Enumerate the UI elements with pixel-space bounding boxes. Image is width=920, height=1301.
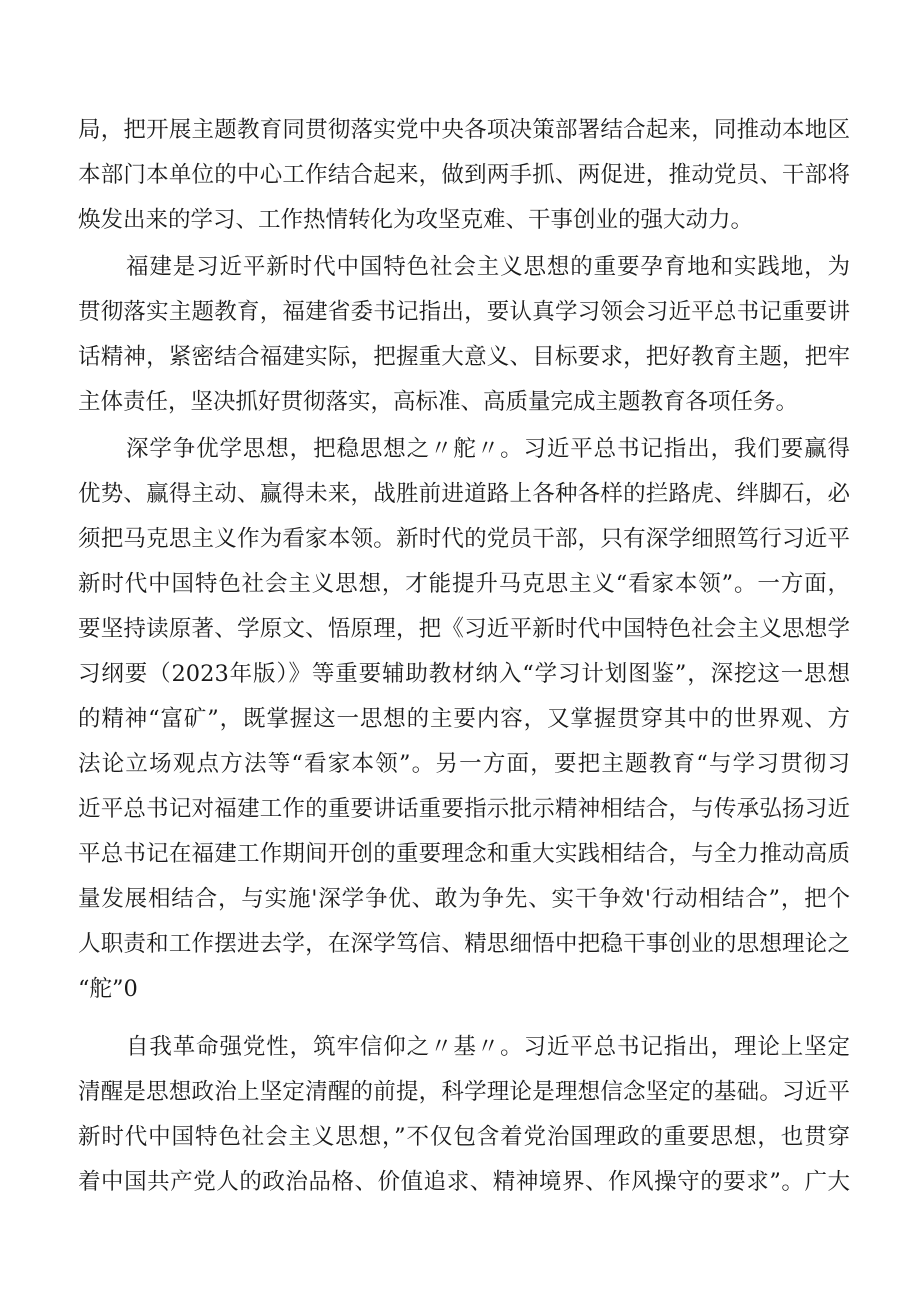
- text-line: 法论立场观点方法等“看家本领”。另一方面，要把主题教育“与学习贯彻习: [78, 751, 850, 777]
- text-line: 自我革命强党性，筑牢信仰之〃基〃。习近平总书记指出，理论上坚定: [126, 1034, 850, 1060]
- text-line: 人职责和工作摆进去学，在深学笃信、精思细悟中把稳干事创业的思想理论之: [78, 931, 850, 957]
- text-line: 习纲要（2023年版）》等重要辅助教材纳入“学习计划图鉴”，深挖这一思想: [78, 661, 850, 687]
- text-line: 的精神“富矿”，既掌握这一思想的主要内容，又掌握贯穿其中的世界观、方: [78, 706, 850, 732]
- text-line: 深学争优学思想，把稳思想之〃舵〃。习近平总书记指出，我们要赢得: [126, 436, 850, 462]
- text-line: 新时代中国特色社会主义思想，才能提升马克思主义“看家本领”。一方面，: [78, 571, 850, 597]
- text-line: 福建是习近平新时代中国特色社会主义思想的重要孕育地和实践地，为: [126, 254, 850, 280]
- text-line: “舵”0: [78, 976, 138, 1002]
- text-line: 清醒是思想政治上坚定清醒的前提，科学理论是理想信念坚定的基础。习近平: [78, 1079, 850, 1105]
- text-line: 优势、赢得主动、赢得未来，战胜前进道路上各种各样的拦路虎、绊脚石，必: [78, 481, 850, 507]
- text-line: 要坚持读原著、学原文、悟原理，把《习近平新时代中国特色社会主义思想学: [78, 616, 850, 642]
- text-line: 着中国共产党人的政治品格、价值追求、精神境界、作风操守的要求”。广大: [78, 1169, 850, 1195]
- text-line: 贯彻落实主题教育，福建省委书记指出，要认真学习领会习近平总书记重要讲: [78, 299, 850, 325]
- text-line: 焕发出来的学习、工作热情转化为攻坚克难、干事创业的强大动力。: [78, 207, 754, 233]
- text-line: 须把马克思主义作为看家本领。新时代的党员干部，只有深学细照笃行习近平: [78, 526, 850, 552]
- text-line: 本部门本单位的中心工作结合起来，做到两手抓、两促进，推动党员、干部将: [78, 162, 850, 188]
- text-line: 话精神，紧密结合福建实际，把握重大意义、目标要求，把好教育主题，把牢: [78, 344, 850, 370]
- text-line: 局，把开展主题教育同贯彻落实党中央各项决策部署结合起来，同推动本地区: [78, 117, 850, 143]
- text-line: 主体责任，坚决抓好贯彻落实，高标准、高质量完成主题教育各项任务。: [78, 389, 799, 415]
- text-line: 平总书记在福建工作期间开创的重要理念和重大实践相结合，与全力推动高质: [78, 841, 850, 867]
- text-line: 近平总书记对福建工作的重要讲话重要指示批示精神相结合，与传承弘扬习近: [78, 796, 850, 822]
- text-line: 新时代中国特色社会主义思想，”不仅包含着党治国理政的重要思想，也贯穿: [78, 1124, 850, 1150]
- text-line: 量发展相结合，与实施'深学争优、敢为争先、实干争效'行动相结合”，把个: [78, 886, 850, 912]
